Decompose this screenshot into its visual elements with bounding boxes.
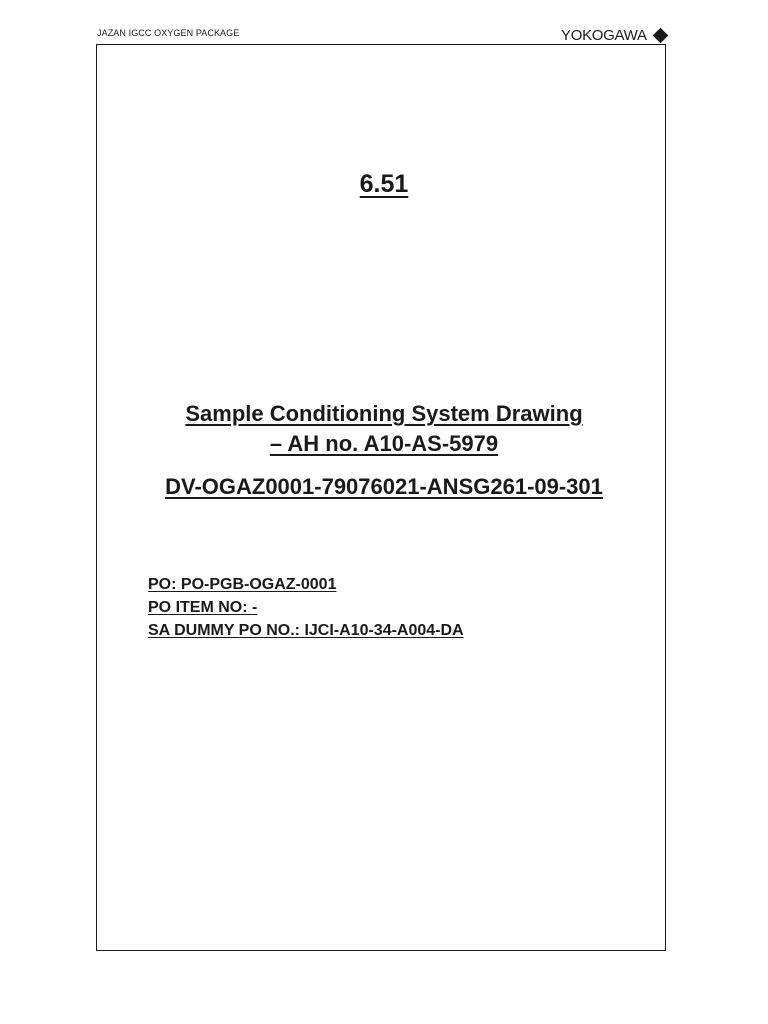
po-number: PO: PO-PGB-OGAZ-0001	[148, 576, 337, 593]
yokogawa-logo	[561, 25, 666, 45]
diamond-icon	[652, 27, 668, 43]
drawing-title-line-1: Sample Conditioning System Drawing	[185, 401, 583, 426]
logo-text: YOKOGAWA	[561, 26, 647, 44]
sa-dummy-po-number: SA DUMMY PO NO.: IJCI-A10-34-A004-DA	[148, 622, 464, 639]
project-title: JAZAN IGCC OXYGEN PACKAGE	[97, 28, 240, 38]
drawing-title-line-2: – AH no. A10-AS-5979	[269, 431, 499, 456]
document-number: DV-OGAZ0001-79076021-ANSG261-09-301	[165, 474, 603, 499]
section-number: 6.51	[359, 170, 409, 198]
po-item-number: PO ITEM NO: -	[148, 599, 258, 616]
